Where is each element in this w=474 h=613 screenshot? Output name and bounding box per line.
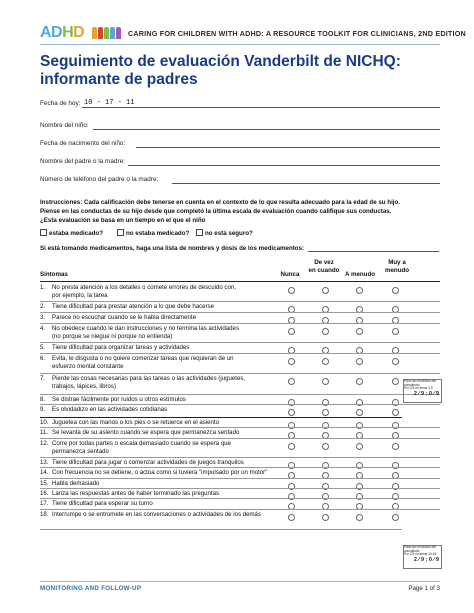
symptom-text: Habla demasiado — [52, 480, 100, 487]
child-name-label: Nombre del niño: — [40, 122, 89, 129]
radio-de-vez[interactable] — [322, 514, 329, 521]
page-header — [40, 24, 466, 42]
row-number: 6. — [40, 355, 46, 362]
parent-name-label: Nombre del padre o la madre: — [40, 158, 125, 165]
row-number: 5. — [40, 344, 46, 351]
row-divider — [40, 301, 440, 302]
radio-a-menudo[interactable] — [356, 287, 363, 294]
instructions-line-1: Instrucciones: Cada calificación debe tenerse en cuenta en el contexto de lo que resulta adecuado para la edad de su hijo. — [40, 199, 401, 206]
radio-a-menudo[interactable] — [356, 328, 363, 335]
row-number: 15. — [40, 480, 49, 487]
row-number: 18. — [40, 511, 49, 518]
score-box-inattention: Para uso exclusivo del consultorio Por 2/3 on items 1-9 2 ⁄ 9 ; 0 ⁄ 9 — [403, 379, 442, 403]
child-name-field[interactable] — [40, 122, 440, 129]
row-number: 2. — [40, 303, 46, 310]
row-number: 1. — [40, 284, 46, 291]
instructions-line-2: Piense en las conductas de su hijo desde que completó la última escala de evaluación cuando califique sus conductas. — [40, 208, 392, 215]
symptom-text: No presta atención a los detalles o comete errores de descuido con, por ejemplo, la tarea — [52, 284, 236, 299]
radio-de-vez[interactable] — [322, 409, 329, 416]
row-divider — [40, 427, 440, 428]
checkbox[interactable] — [117, 229, 124, 236]
row-divider — [40, 488, 440, 489]
row-number: 13. — [40, 459, 49, 466]
radio-muy-a-menudo[interactable] — [392, 328, 399, 335]
radio-muy-a-menudo[interactable] — [392, 287, 399, 294]
row-divider — [40, 404, 440, 405]
row-divider — [40, 529, 402, 530]
date-field[interactable] — [40, 100, 440, 107]
col-sintomas: Síntomas — [40, 271, 68, 278]
checkbox[interactable] — [196, 229, 203, 236]
toolkit-title: CARING FOR CHILDREN WITH ADHD: A RESOURCE TOOLKIT FOR CLINICIANS, 2ND EDITION — [128, 29, 466, 38]
radio-nunca[interactable] — [288, 514, 295, 521]
checkbox[interactable] — [40, 229, 47, 236]
symptom-text: Evita, le disgusta o no quiere comenzar tareas que requieran de un esfuerzo mental constante — [52, 355, 234, 370]
symptom-text: No obedece cuando le dan instrucciones y no termina las actividades (no porque se niegue ni porque no entienda) — [52, 325, 239, 340]
radio-a-menudo[interactable] — [356, 409, 363, 416]
row-number: 10. — [40, 419, 49, 426]
radio-de-vez[interactable] — [322, 328, 329, 335]
medications-line — [308, 251, 439, 252]
row-divider — [40, 457, 440, 458]
symptom-text: Lanza las respuestas antes de haber terminado las preguntas — [52, 490, 220, 497]
instructions — [40, 198, 440, 225]
phone-label: Número de teléfono del padre o la madre: — [40, 176, 159, 183]
section-divider — [40, 417, 402, 418]
symptom-text: Tiene dificultad para jugar o comenzar actividades de juegos tranquilos — [52, 459, 244, 466]
date-value: 10 - 17 - 11 — [84, 99, 135, 107]
radio-muy-a-menudo[interactable] — [392, 378, 399, 385]
row-number: 3. — [40, 314, 46, 321]
radio-nunca[interactable] — [288, 378, 295, 385]
row-number: 9. — [40, 406, 46, 413]
medications-field[interactable] — [40, 245, 440, 252]
radio-a-menudo[interactable] — [356, 443, 363, 450]
row-divider — [40, 498, 440, 499]
radio-de-vez[interactable] — [322, 443, 329, 450]
adhd-logo: ADHD — [40, 24, 85, 41]
table-top-rule — [40, 281, 440, 282]
symptom-text: Corre por todas partes o escala demasiado cuando se espera que permanezca sentado — [52, 440, 231, 455]
footer-section: MONITORING AND FOLLOW-UP — [40, 585, 142, 592]
row-number: 17. — [40, 500, 49, 507]
symptom-text: Juguetea con las manos o los pies o se retuerce en el asiento — [52, 419, 220, 426]
col-a-menudo: A menudo — [344, 271, 376, 278]
symptom-text: Se distrae fácilmente por ruidos u otros estímulos — [52, 396, 186, 403]
birthdate-field[interactable] — [40, 140, 440, 147]
page-title: Seguimiento de evaluación Vanderbilt de NICHQ: informante de padres — [40, 53, 401, 88]
symptom-text: Pierde las cosas necesarias para las tareas o las actividades (juguetes, trabajos, lápices, libros) — [52, 375, 246, 390]
radio-muy-a-menudo[interactable] — [392, 409, 399, 416]
medications-label: Si está tomando medicamentos, haga una lista de nombres y dosis de los medicamentos: — [40, 245, 305, 252]
row-divider — [40, 467, 440, 468]
row-number: 11. — [40, 429, 49, 436]
col-muy-a-menudo: Muy a menudo — [384, 259, 410, 274]
date-label: Fecha de hoy: — [40, 100, 81, 107]
row-number: 7. — [40, 375, 46, 382]
radio-a-menudo[interactable] — [356, 514, 363, 521]
row-number: 16. — [40, 490, 49, 497]
row-divider — [40, 373, 440, 374]
row-divider — [40, 342, 440, 343]
children-figures-icon — [92, 26, 128, 40]
instructions-line-3: ¿Esta evaluación se basa en un tiempo en el que el niño — [40, 217, 206, 224]
score-box-hyperactivity: Para uso exclusivo del consultorio Por 2/3 on items 10-18 2 ⁄ 9 ; 0 ⁄ 9 — [403, 545, 442, 569]
col-de-vez: De vez en cuando — [308, 259, 340, 274]
symptom-text: Es olvidadizo en las actividades cotidianas — [52, 406, 168, 413]
symptom-text: Interrumpe o se entromete en las conversaciones o actividades de los demás — [52, 511, 261, 518]
symptom-text: Con frecuencia no se detiene, o actúa como si tuviera "impulsado por un motor" — [52, 469, 268, 476]
radio-nunca[interactable] — [288, 358, 295, 365]
row-divider — [40, 509, 440, 510]
col-nunca: Nunca — [280, 271, 300, 278]
birthdate-label: Fecha de nacimiento del niño: — [40, 140, 126, 147]
radio-muy-a-menudo[interactable] — [392, 358, 399, 365]
page-footer — [40, 581, 440, 593]
symptom-text: Parece no escuchar cuando se le habla directamente — [52, 314, 196, 321]
radio-de-vez[interactable] — [322, 358, 329, 365]
footer-page-number: Page 1 of 3 — [408, 585, 440, 592]
radio-muy-a-menudo[interactable] — [392, 443, 399, 450]
row-number: 14. — [40, 469, 49, 476]
option-medicated[interactable]: estaba medicado? — [40, 229, 103, 237]
row-divider — [40, 394, 440, 395]
radio-de-vez[interactable] — [322, 287, 329, 294]
radio-a-menudo[interactable] — [356, 358, 363, 365]
row-divider — [40, 323, 440, 324]
symptom-text: Se levanta de su asiento cuando se espera que permanezca sentado — [52, 429, 240, 436]
radio-a-menudo[interactable] — [356, 378, 363, 385]
phone-field[interactable] — [40, 176, 440, 183]
radio-nunca[interactable] — [288, 409, 295, 416]
row-number: 12. — [40, 440, 49, 447]
header-rule — [40, 44, 440, 45]
symptom-text: Tiene dificultad para esperar su turno — [52, 500, 153, 507]
radio-nunca[interactable] — [288, 443, 295, 450]
radio-nunca[interactable] — [288, 287, 295, 294]
row-divider — [40, 478, 440, 479]
parent-name-field[interactable] — [40, 158, 440, 165]
radio-de-vez[interactable] — [322, 378, 329, 385]
row-divider — [40, 312, 440, 313]
option-not-medicated[interactable]: no estaba medicado? — [117, 229, 189, 237]
symptom-text: Tiene dificultad para organizar tareas y actividades — [52, 344, 190, 351]
row-number: 8. — [40, 396, 46, 403]
row-divider — [40, 353, 440, 354]
row-divider — [40, 438, 440, 439]
radio-muy-a-menudo[interactable] — [392, 514, 399, 521]
row-number: 4. — [40, 325, 46, 332]
symptom-text: Tiene dificultad para prestar atención a lo que debe hacerse — [52, 303, 215, 310]
option-not-sure[interactable]: no está seguro? — [196, 229, 253, 237]
radio-nunca[interactable] — [288, 328, 295, 335]
